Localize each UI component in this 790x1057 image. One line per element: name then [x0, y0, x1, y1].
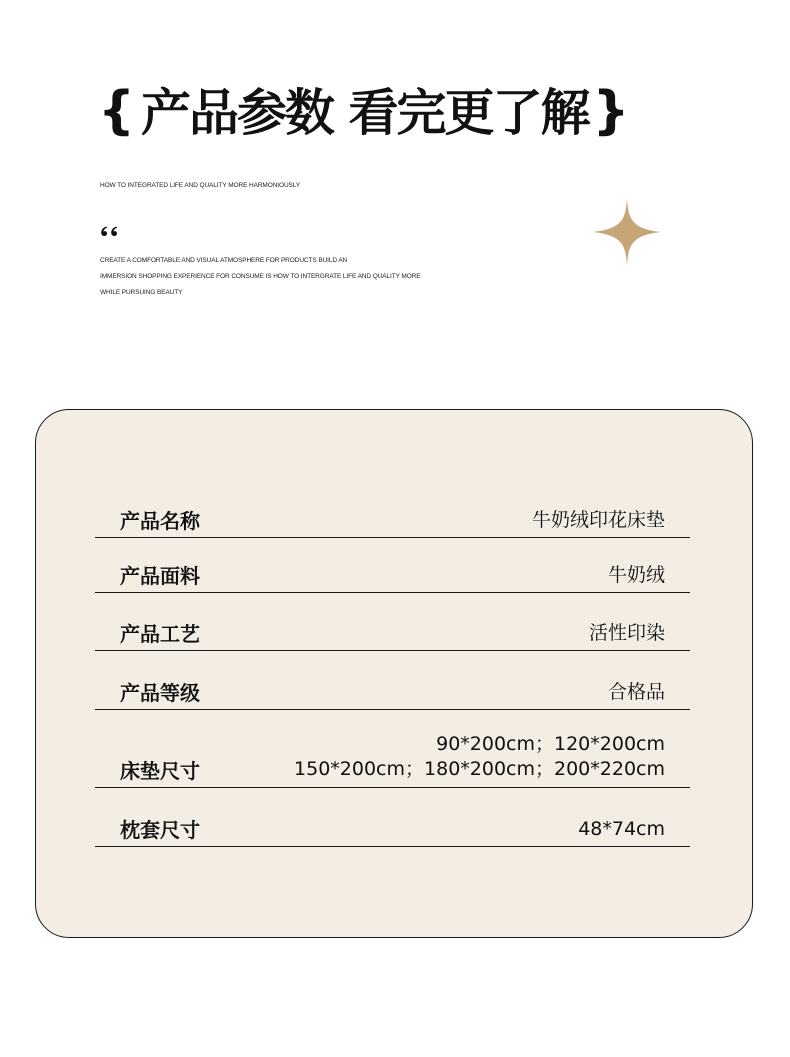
spec-value [294, 732, 665, 782]
spec-value: 牛奶绒 [607, 564, 665, 586]
description-line: IMMERSION SHOPPING EXPERIENCE FOR CONSUME IS HOW TO INTERGRATE LIFE AND QUALITY MORE [100, 273, 421, 280]
spec-row-grade [95, 651, 690, 710]
spec-label: 产品工艺 [120, 622, 200, 646]
spec-row-craft [95, 593, 690, 651]
spec-row-fabric [95, 538, 690, 593]
spec-label: 产品名称 [120, 509, 200, 533]
spec-value-line: 90*200cm；120*200cm [436, 733, 665, 755]
spec-row-mattress-size [95, 710, 690, 788]
spec-label: 产品面料 [120, 564, 200, 588]
page-title [98, 78, 629, 148]
description-line: CREATE A COMFORTABLE AND VISUAL ATMOSPHERE FOR PRODUCTS BUILD AN [100, 257, 348, 264]
spec-label: 床垫尺寸 [120, 759, 200, 783]
description-line: WHILE PURSUING BEAUTY [100, 289, 183, 296]
brace-open: { [98, 81, 136, 141]
sparkle-icon [593, 198, 661, 266]
spec-row-product-name [95, 498, 690, 538]
spec-label: 枕套尺寸 [120, 818, 200, 842]
tagline: HOW TO INTEGRATED LIFE AND QUALITY MORE HARMONIOUSLY [100, 182, 301, 189]
spec-label: 产品等级 [120, 681, 200, 705]
spec-value-line: 150*200cm；180*200cm；200*220cm [294, 758, 665, 780]
spec-value: 活性印染 [588, 622, 665, 644]
spec-value: 48*74cm [578, 818, 665, 840]
spec-value: 牛奶绒印花床垫 [531, 509, 665, 531]
description [100, 253, 421, 301]
double-quote-icon [98, 222, 120, 240]
title-text: 产品参数 看完更了解 [141, 84, 589, 142]
spec-panel [35, 409, 753, 938]
brace-close: } [592, 81, 630, 141]
spec-value: 合格品 [607, 681, 665, 703]
spec-row-pillowcase-size [95, 788, 690, 847]
